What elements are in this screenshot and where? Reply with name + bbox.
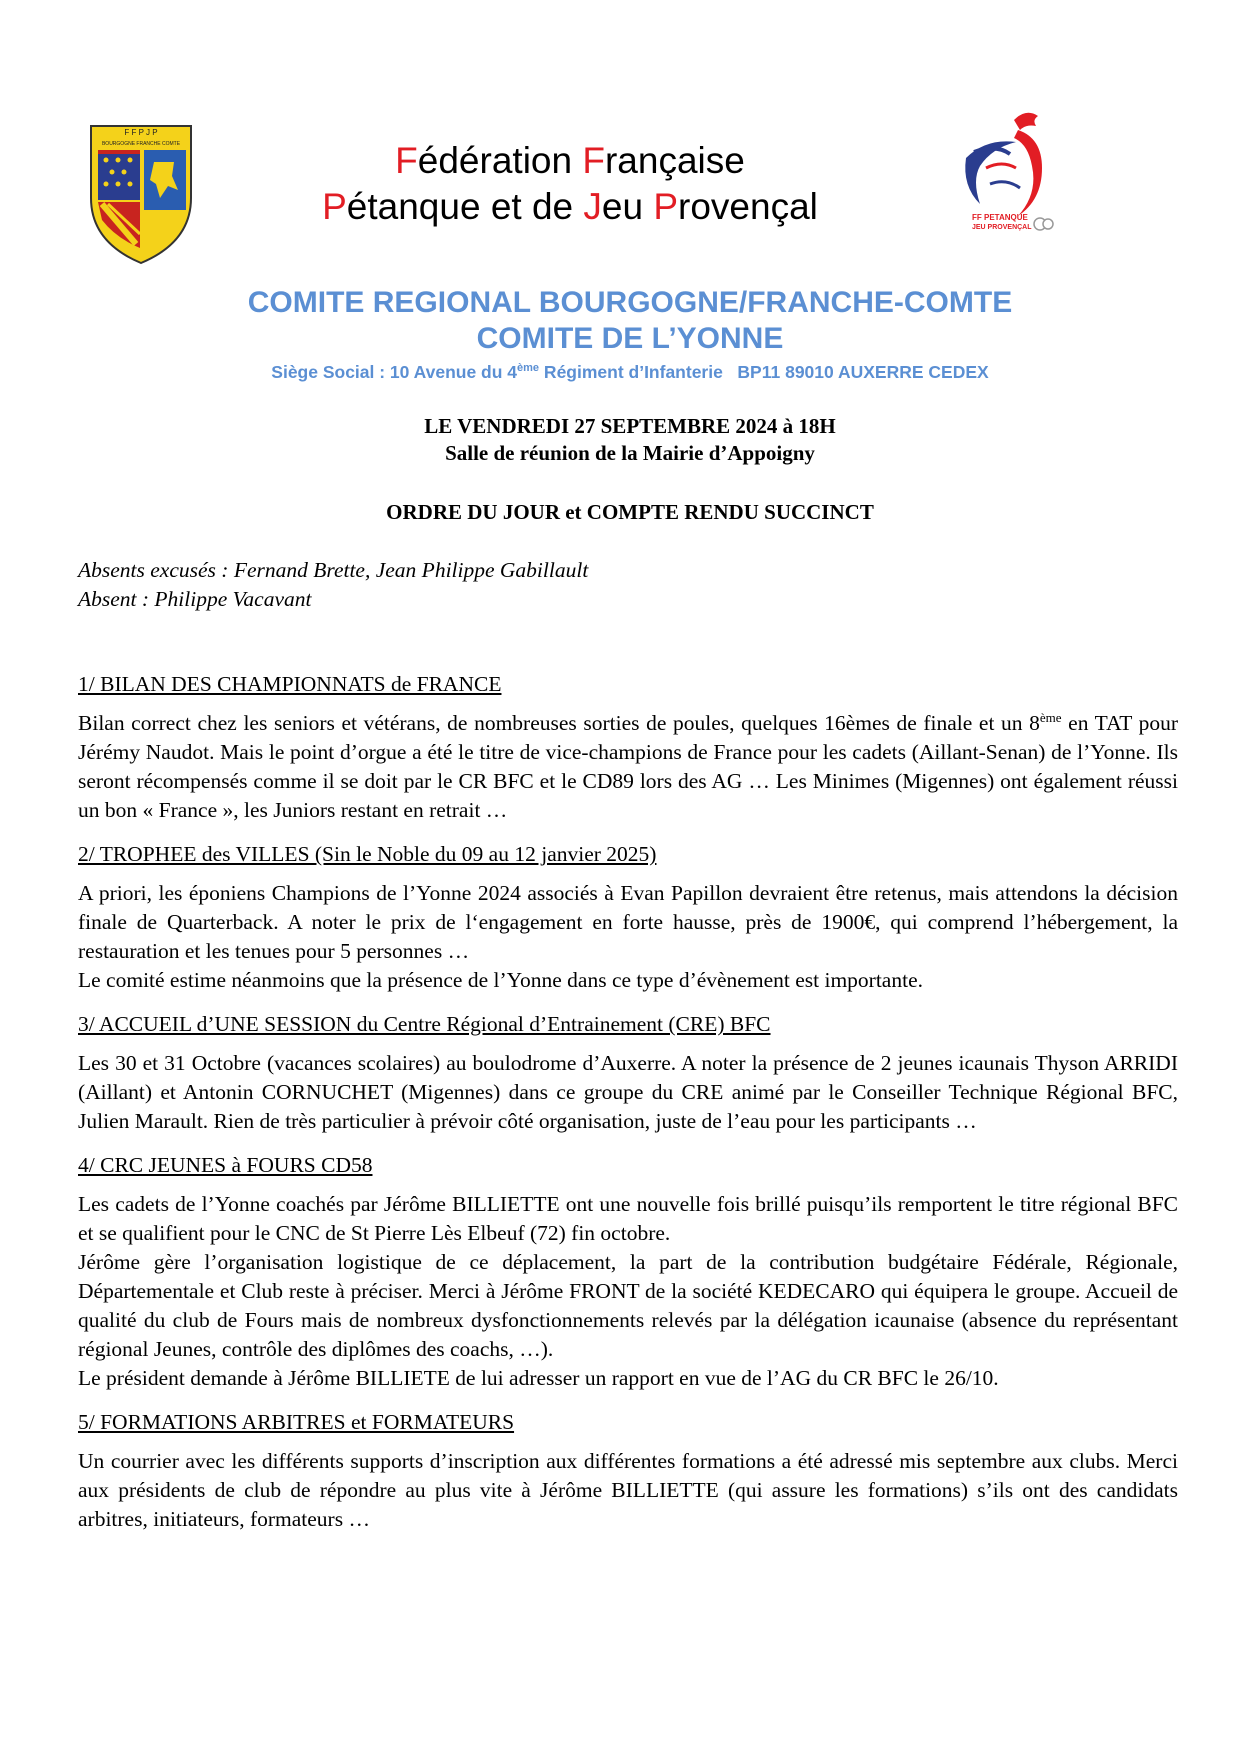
title-text-segment: rovençal [678, 186, 818, 227]
section-text: Bilan correct chez les seniors et vétérans, de nombreuses sorties de poules, quelques 16èmes de finale et un [78, 711, 1023, 735]
red-initial-letter: F [395, 140, 418, 181]
title-text-segment: eu [601, 186, 654, 227]
meeting-info [60, 413, 1200, 467]
section-title: 5/ FORMATIONS ARBITRES et FORMATEURS [78, 1410, 515, 1434]
siege-address-part1: Siège Social : 10 Avenue du 4 [271, 362, 518, 382]
section-bilan-championnats [78, 670, 1178, 825]
red-initial-letter: F [582, 140, 605, 181]
section-title: 4/ CRC JEUNES à FOURS CD58 [78, 1153, 373, 1177]
section-paragraph: Les 30 et 31 Octobre (vacances scolaires) au boulodrome d’Auxerre. A noter la présence de 2 jeunes icaunais Thyson ARRIDI (Aillant) et Antonin CORNUCHET (Migennes) dans ce groupe du CRE animé par le Conseiller Technique Régional BFC, Julien Marault. Rien de très particulier à prévoir côté organisation, juste de l’eau pour les participants … [78, 1051, 1178, 1133]
rooster-logo-text-1: FF PETANQUE [972, 213, 1028, 222]
siege-address-part2: Régiment d’Infanterie BP11 89010 AUXERRE CEDEX [539, 362, 989, 382]
section-title: 1/ BILAN DES CHAMPIONNATS de FRANCE [78, 672, 502, 696]
section-trophee-villes [78, 840, 1178, 995]
section-paragraph: Le président demande à Jérôme BILLIETE de lui adresser un rapport en vue de l’AG du CR BFC le 26/10. [78, 1366, 999, 1390]
title-text-segment: édération [417, 140, 583, 181]
federation-title-line1 [200, 138, 940, 184]
section-paragraph: Le comité estime néanmoins que la présence de l’Yonne dans ce type d’évènement est importante. [78, 968, 923, 992]
title-text-segment: rançaise [604, 140, 745, 181]
siege-address-sup: ème [517, 362, 540, 375]
absents-excuses: Absents excusés : Fernand Brette, Jean Philippe Gabillault [78, 558, 589, 582]
federation-title-line2 [200, 184, 940, 230]
section-title: 2/ TROPHEE des VILLES (Sin le Noble du 09 au 12 janvier 2025) [78, 842, 657, 866]
meeting-date: LE VENDREDI 27 SEPTEMBRE 2024 à 18H [424, 414, 836, 438]
section-paragraph [78, 709, 1178, 825]
rooster-logo-text-2: JEU PROVENÇAL [972, 224, 1032, 231]
section-text: 8 [1029, 711, 1040, 735]
title-text-segment: étanque et de [346, 186, 584, 227]
federation-title [200, 138, 940, 230]
crest-subtitle-text: BOURGOGNE FRANCHE COMTE [101, 141, 181, 147]
section-paragraph: Les cadets de l’Yonne coachés par Jérôme BILLIETTE ont une nouvelle fois brillé puisqu’ils remportent le titre régional BFC et se qualifient pour le CNC de St Pierre Lès Elbeuf (72) fin octobre. [78, 1192, 1178, 1245]
absent: Absent : Philippe Vacavant [78, 587, 312, 611]
ordre-du-jour-title: ORDRE DU JOUR et COMPTE RENDU SUCCINCT [386, 500, 874, 524]
red-initial-letter: J [583, 186, 602, 227]
ff-petanque-rooster-logo [946, 108, 1066, 248]
comite-yonne-title: COMITE DE L’YONNE [476, 322, 784, 355]
section-paragraph: Jérôme gère l’organisation logistique de ce déplacement, la part de la contribution budgétaire Fédérale, Régionale, Départementale et Club reste à préciser. Merci à Jérôme FRONT de la société KEDECARO qui équipera le groupe. Accueil de qualité du club de Fours mais de nombreux dysfonctionnements relevés par la délégation icaunaise (absence du représentant régional Jeunes, contrôle des diplômes des coachs, …). [78, 1250, 1178, 1361]
section-formations-arbitres [78, 1408, 1178, 1534]
red-initial-letter: P [653, 186, 679, 227]
crest-title-text: F F P J P [124, 128, 158, 137]
section-crc-jeunes [78, 1151, 1178, 1393]
section-paragraph: Un courrier avec les différents supports d’inscription aux différentes formations a été adressé mis septembre aux clubs. Merci aux présidents de club de répondre au plus vite à Jérôme BILLIETTE (qui assure les formations) s’ils ont des candidats arbitres, initiateurs, formateurs … [78, 1449, 1178, 1531]
comite-regional-title: COMITE REGIONAL BOURGOGNE/FRANCHE-COMTE [247, 286, 1013, 319]
section-paragraph: A priori, les époniens Champions de l’Yonne 2024 associés à Evan Papillon devraient être retenus, mais attendons la décision finale de Quarterback. A noter le prix de l‘engagement en forte hausse, près de 1900€, qui comprend l’hébergement, la restauration et les tenues pour 5 personnes … [78, 881, 1178, 963]
section-sup: ème [1039, 709, 1062, 725]
section-title: 3/ ACCUEIL d’UNE SESSION du Centre Régional d’Entrainement (CRE) BFC [78, 1012, 771, 1036]
comite-heading [60, 285, 1200, 357]
section-text: en TAT pour Jérémy Naudot. Mais le point d’orgue a été le titre de vice-champions de France pour les cadets (Aillant-Senan) de l’Yonne. Ils seront récompensés comme il se doit par le CR BFC et le CD89 lors des AG … Les Minimes (Migennes) ont également réussi un bon « France », les Juniors restant en retrait … [78, 711, 1178, 822]
absents-block [78, 556, 1178, 614]
ffpjp-bfc-crest-logo [88, 120, 194, 266]
siege-social-address [60, 361, 1200, 383]
section-accueil-session-cre [78, 1010, 1178, 1136]
red-initial-letter: P [322, 186, 347, 227]
minutes-content [78, 670, 1178, 1549]
meeting-place: Salle de réunion de la Mairie d’Appoigny [445, 441, 815, 465]
